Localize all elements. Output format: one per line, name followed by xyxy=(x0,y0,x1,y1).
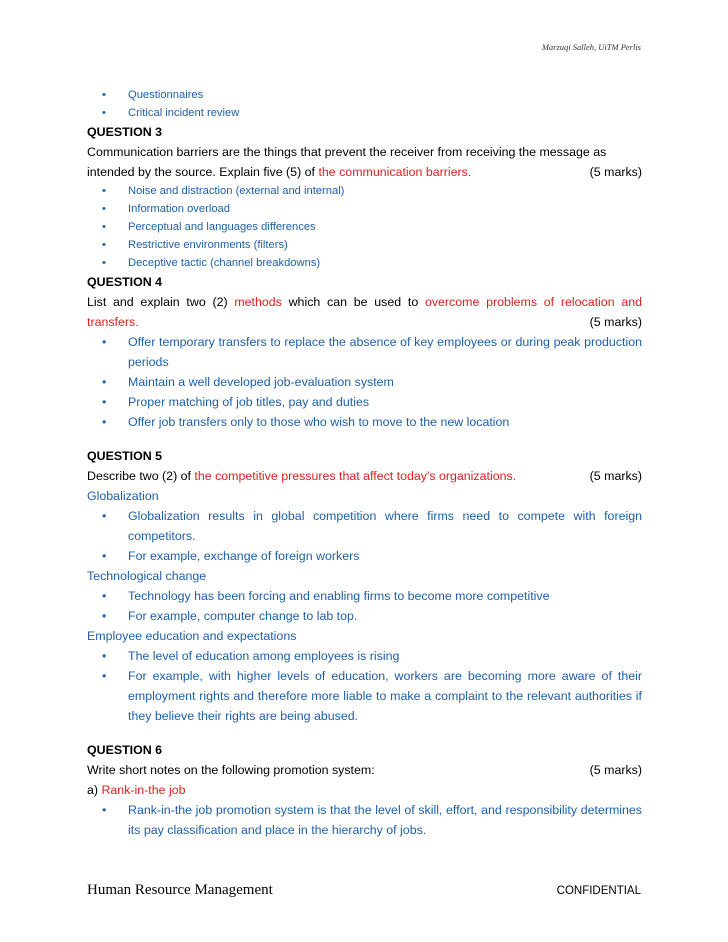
marks-label: (5 marks) xyxy=(589,763,642,777)
list-item: • Restrictive environments (filters) xyxy=(87,236,642,254)
marks-label: (5 marks) xyxy=(589,165,642,179)
question-6-title: QUESTION 6 xyxy=(87,743,163,757)
question-6-subheading xyxy=(87,780,642,800)
section-heading: Globalization xyxy=(87,489,159,503)
question-4-title: QUESTION 4 xyxy=(87,275,163,289)
list-item: • Noise and distraction (external and internal) xyxy=(87,182,642,200)
list-item: • For example, computer change to lab top. xyxy=(87,606,642,626)
list-item: • Proper matching of job titles, pay and duties xyxy=(87,392,642,412)
section-heading: Employee education and expectations xyxy=(87,629,297,643)
list-item: • Offer job transfers only to those who wish to move to the new location xyxy=(87,412,642,432)
marks-label: (5 marks) xyxy=(589,315,642,329)
q4-answer-list xyxy=(87,332,642,432)
list-item: • For example, exchange of foreign workers xyxy=(87,546,642,566)
q5-technology-list xyxy=(87,586,642,626)
question-text: Write short notes on the following promotion system: xyxy=(87,763,375,777)
list-item: • Offer temporary transfers to replace the absence of key employees or during peak production periods xyxy=(87,332,642,372)
q3-answer-list xyxy=(87,182,642,272)
question-3-title: QUESTION 3 xyxy=(87,125,163,139)
question-text: Describe two (2) of xyxy=(87,469,195,483)
list-item: • Critical incident review xyxy=(87,104,642,122)
list-item: • Rank-in-the job promotion system is that the level of skill, effort, and responsibility determines its pay classification and place in the hierarchy of jobs. xyxy=(87,800,642,840)
footer-confidential-label: CONFIDENTIAL xyxy=(556,885,641,897)
question-5-text xyxy=(87,466,642,486)
list-item: • Globalization results in global competition where firms need to compete with foreign competitors. xyxy=(87,506,642,546)
q6-answer-list xyxy=(87,800,642,840)
q5-education-list xyxy=(87,646,642,726)
q2-answer-list xyxy=(87,86,642,122)
question-highlight: the communication barriers. xyxy=(318,165,472,179)
document-body xyxy=(87,86,642,840)
question-highlight: Rank-in-the job xyxy=(101,783,186,797)
list-item: • For example, with higher levels of education, workers are becoming more aware of their employment rights and therefore more liable to make a complaint to the relevant authorities if they believe their rights are being abused. xyxy=(87,666,642,726)
marks-label: (5 marks) xyxy=(589,469,642,483)
list-item: • Perceptual and languages differences xyxy=(87,218,642,236)
footer-course-title: Human Resource Management xyxy=(87,882,273,898)
list-item: • Information overload xyxy=(87,200,642,218)
question-5-title: QUESTION 5 xyxy=(87,449,163,463)
question-4-text xyxy=(87,292,642,332)
section-heading: Technological change xyxy=(87,569,207,583)
question-text: which can be used to xyxy=(281,295,425,309)
question-text: List and explain two (2) xyxy=(87,295,235,309)
list-item: • Questionnaires xyxy=(87,86,642,104)
q5-globalization-list xyxy=(87,506,642,566)
question-text: Communication barriers are the things that prevent the receiver from receiving the message as intended by the source. Explain five (5) of xyxy=(87,145,607,179)
question-3-text xyxy=(87,142,642,182)
question-highlight: the competitive pressures that affect today's organizations. xyxy=(194,469,517,483)
question-highlight: methods xyxy=(234,295,282,309)
page-footer xyxy=(87,882,641,902)
sub-prefix: a) xyxy=(87,783,102,797)
list-item: • Deceptive tactic (channel breakdowns) xyxy=(87,254,642,272)
list-item: • The level of education among employees is rising xyxy=(87,646,642,666)
list-item: • Technology has been forcing and enabling firms to become more competitive xyxy=(87,586,642,606)
question-6-text xyxy=(87,760,642,780)
page-header-author: Marzuqi Salleh, UiTM Perlis xyxy=(541,42,641,52)
list-item: • Maintain a well developed job-evaluation system xyxy=(87,372,642,392)
question-highlight: overcome problems of relocation and transfers. xyxy=(87,295,643,329)
